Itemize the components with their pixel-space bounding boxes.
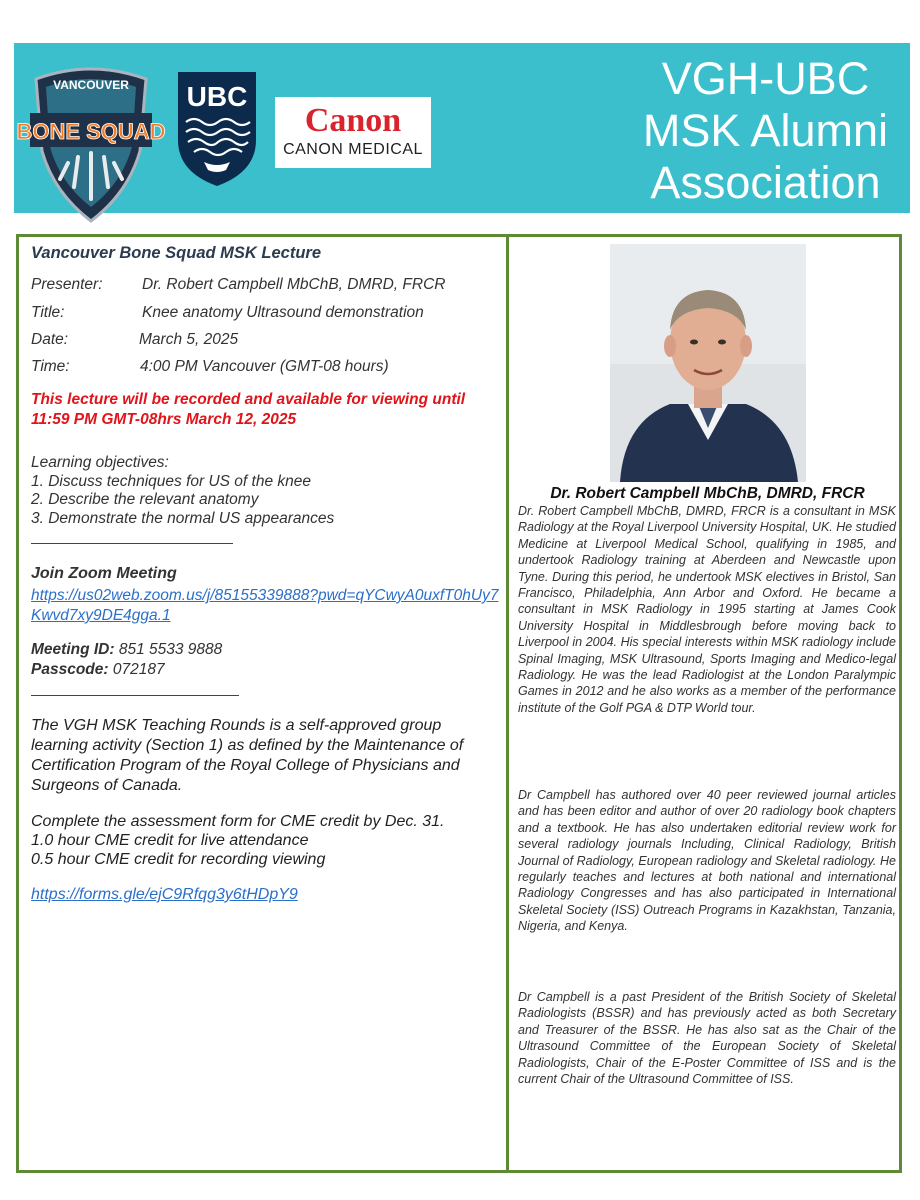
bone-squad-logo [16,65,166,229]
section-rule [31,543,233,544]
assessment-form-link[interactable]: https://forms.gle/ejC9Rfqg3y6tHDpY9 [31,886,298,903]
zoom-meeting-link[interactable]: https://us02web.zoom.us/j/85155339888?pwd=qYCwyA0uxfT0hUy7Kwvd7xy9DE4gga.1 [31,587,499,624]
meeting-credentials [31,640,222,680]
lecture-details [31,244,501,903]
time-label: Time: [31,358,70,375]
header-banner [14,43,910,213]
presenter-value: Dr. Robert Campbell MbChB, DMRD, FRCR [142,276,446,293]
canon-medical-subtext: CANON MEDICAL [283,141,423,158]
cme-line: 1.0 hour CME credit for live attendance [31,832,309,849]
date-value: March 5, 2025 [139,331,239,348]
ubc-logo [176,70,258,188]
cme-line: Complete the assessment form for CME credit by Dec. 31. [31,813,445,830]
time-value: 4:00 PM Vancouver (GMT-08 hours) [140,358,389,375]
speaker-caption: Dr. Robert Campbell MbChB, DMRD, FRCR [550,485,865,502]
bone-squad-top-text: VANCOUVER [53,78,129,92]
meeting-id-value: 851 5533 9888 [118,641,223,658]
lecture-title: Vancouver Bone Squad MSK Lecture [31,244,322,262]
column-divider [506,234,509,1173]
canon-wordmark: Canon [304,102,402,139]
bone-squad-main-text: BONE SQUAD [16,119,166,144]
presenter-label: Presenter: [31,276,103,293]
association-title [643,53,888,209]
speaker-bio-paragraph: Dr Campbell has authored over 40 peer reviewed journal articles and has been editor and author of over 20 radiology book chapters and a textbook. He has also undertaken editorial review work for several radiology journals Including, Clinical Radiology, British Journal of Radiology, European radiology and Skeletal radiology. He regularly teaches and lectures at both national and international Radiology Congresses and has also participated in International Skeletal Society (ISS) Outreach Programs in Kazakhstan, Tanzania, Nigeria, and Kenya. [518,788,896,934]
speaker-photo [610,244,806,482]
objective-item: 1. Discuss techniques for US of the knee [31,472,312,490]
accreditation-statement: The VGH MSK Teaching Rounds is a self-approved group learning activity (Section 1) as defined by the Maintenance of Certification Program of the Royal College of Physicians and Surgeons of Canada. [31,717,464,794]
speaker-bio-paragraph: Dr Campbell is a past President of the British Society of Skeletal Radiologists (BSSR) and has previously acted as both Secretary and Treasurer of the BSSR. He has also sat as the Chair of the Ultrasound Committee of the European Society of Skeletal Radiologists, Chair of the E-Poster Committee of ISS and is the current Chair of the Ultrasound Committee of ISS. [518,990,896,1087]
talk-title-value: Knee anatomy Ultrasound demonstration [142,304,424,321]
canon-medical-logo [275,97,431,168]
section-rule [31,695,239,696]
ubc-logo-text: UBC [186,81,248,112]
association-title-line-2: MSK Alumni [642,105,888,156]
recording-notice: This lecture will be recorded and available for viewing until 11:59 PM GMT-08hrs March 12, 2025 [31,391,466,428]
learning-objectives [31,454,334,528]
passcode-value: 072187 [112,661,165,678]
zoom-heading: Join Zoom Meeting [31,565,177,582]
association-title-line-3: Association [650,157,881,208]
cme-line: 0.5 hour CME credit for recording viewing [31,851,326,868]
cme-credit-info [31,812,501,869]
speaker-bio-paragraph: Dr. Robert Campbell MbChB, DMRD, FRCR is a consultant in MSK Radiology at the Royal Liverpool University Hospital, UK. He studied Medicine at Liverpool Medical School, qualifying in 1985, and undertook Radiology training at Aberdeen and Newcastle upon Tyne. During this period, he undertook MSK electives in Bristol, San Francisco, Philadelphia, Ann Arbor and Oxford. He became a consultant in MSK Radiology in 1995 starting at James Cook University Hospital in Middlesbrough before moving back to Liverpool in 2004. His special interests within MSK radiology include Spinal Imaging, MSK Ultrasound, Sports Imaging and Medico-legal Radiology. He was the lead Radiologist at the London Paralympic Games in 2012 and he also works as a member of the performance institute of the Golf PGA & DTP World tour. [518,504,896,715]
association-title-line-1: VGH-UBC [661,53,870,104]
date-label: Date: [31,331,69,348]
objective-item: 2. Describe the relevant anatomy [31,491,259,508]
objective-item: 3. Demonstrate the normal US appearances [31,509,335,527]
passcode-label: Passcode: [31,661,109,678]
objectives-heading: Learning objectives: [31,454,169,471]
meeting-id-label: Meeting ID: [31,641,115,658]
title-label: Title: [31,304,65,321]
